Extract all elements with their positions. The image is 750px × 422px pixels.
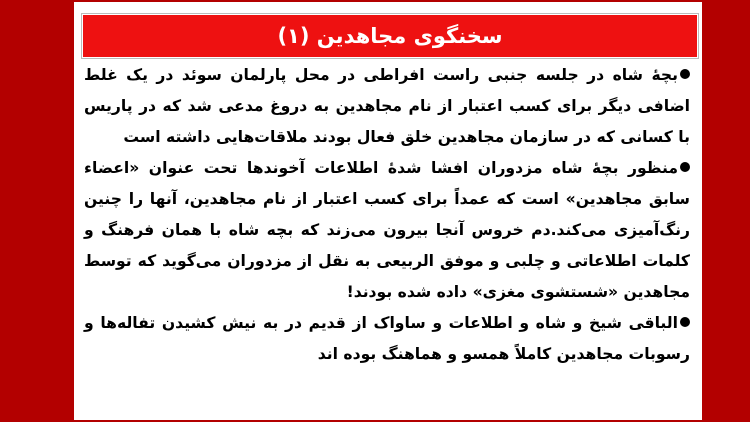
paragraph-text: بچهٔ شاه در جلسه جنبی راست افراطی در محل پارلمان سوئد در یک غلط اضافی دیگر برای کسب اعتبار از نام مجاهدین به دروغ مدعی شد که در پاریس با کسانی که در سازمان مجاهدین خلق فعال بودند ملاقات‌هایی داشته است (84, 66, 690, 146)
paragraph-2 (84, 153, 690, 308)
bullet-icon (680, 69, 690, 79)
paragraph-text: الباقی شیخ و شاه و اطلاعات و ساواک از قدیم در به نیش کشیدن تفاله‌ها و رسوبات مجاهدین کاملاً همسو و هماهنگ بوده اند (84, 314, 690, 363)
title-bar (82, 14, 698, 58)
bullet-icon (680, 162, 690, 172)
page-title: سخنگوی مجاهدین (۱) (277, 24, 503, 48)
content-card (74, 2, 702, 420)
paragraph-1 (84, 60, 690, 153)
bullet-icon (680, 317, 690, 327)
statement-body (84, 60, 690, 370)
paragraph-3 (84, 308, 690, 370)
paragraph-text: منظور بچهٔ شاه مزدوران افشا شدهٔ اطلاعات آخوندها تحت عنوان «اعضاء سابق مجاهدین» است که عمداً برای کسب اعتبار از نام مجاهدین، آنها را چنین رنگ‌آمیزی می‌کند.دم خروس آنجا بیرون می‌زند که بچه شاه با همان فرهنگ و کلمات اطلاعاتی و چلبی و موفق الربیعی به نقل از مزدوران می‌گوید که توسط مجاهدین «شستشوی مغزی» داده شده بودند! (84, 159, 690, 301)
